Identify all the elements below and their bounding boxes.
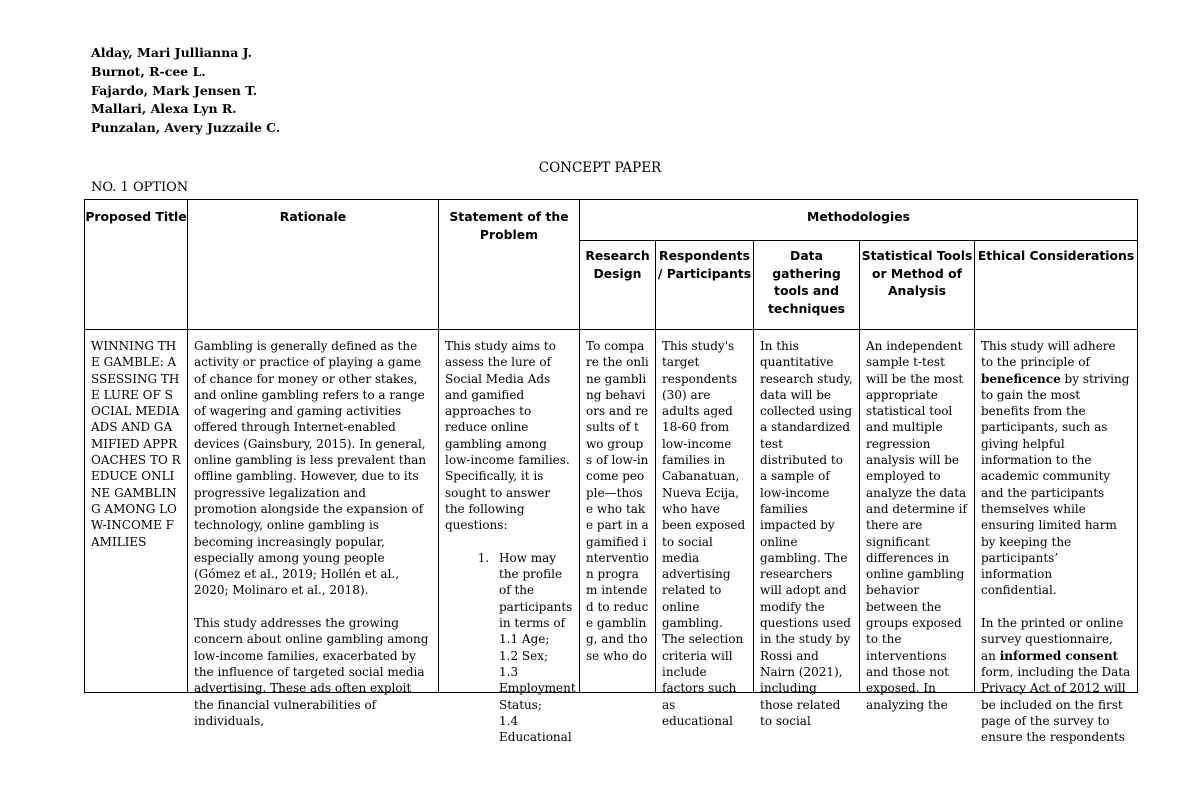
cell-research-design (580, 330, 656, 693)
question-subitem: 1.4 Educational (499, 713, 572, 745)
question-subitem: 1.2 Sex; (499, 648, 549, 663)
cell-respondents (656, 330, 754, 728)
author-name: Burnot, R-cee L. (91, 63, 206, 79)
concept-table (84, 199, 1138, 745)
header-data-gathering: Data gathering tools and techniques (754, 241, 860, 330)
keyword-beneficence: beneficence (981, 371, 1061, 386)
statistical-tools-text: An independent sample t-test will be the most appropriate statistical tool and multiple regression analysis will be employed to analyze the data and determine if there are significant differences in online gambling behavior between the groups exposed to the interventions and those not exposed. In analyzing the (866, 339, 967, 712)
author-name: Alday, Mari Jullianna J. (91, 45, 252, 60)
statement-intro: This study aims to assess the lure of Social Media Ads and gamified approaches to reduce online gambling among low-income families. Specifically, it is sought to answer the following questions: (445, 339, 570, 533)
header-research-design: Research Design (580, 241, 656, 330)
header-proposed-title: Proposed Title (85, 200, 188, 330)
author-name: Fajardo, Mark Jensen T. (91, 82, 258, 98)
keyword-informed-consent: informed consent (999, 648, 1119, 663)
author-name: Mallari, Alexa Lyn R. (91, 101, 237, 117)
header-statement-of-problem: Statement of the Problem (439, 200, 580, 330)
cell-data-gathering (754, 330, 860, 728)
author-name: Punzalan, Avery Juzzaile C. (91, 120, 281, 136)
rationale-paragraph: Gambling is generally defined as the activity or practice of playing a game of chance for money or other stakes, and online gambling refers to a range of wagering and gaming activities offered through Internet-enabled devices (Gainsbury, 2015). In general, online gambling is less prevalent than offline gambling. However, due to its progressive legalization and promotion alongside the expansion of technology, online gambling is becoming increasingly popular, especially among young people (Gómez et al., 2019; Hollén et al., 2020; Molinaro et al., 2018). (194, 339, 427, 598)
header-rationale: Rationale (188, 200, 439, 330)
cell-rationale (188, 330, 439, 728)
header-respondents: Respondents / Participants (656, 241, 754, 330)
data-gathering-text: In this quantitative research study, data will be collected using a standardized test distributed to a sample of low-income families impacted by online gambling. The researchers will adopt and modify the questions used in the study by Rossi and Nairn (2021), including those related to social (760, 339, 853, 728)
cell-statistical-tools (860, 330, 975, 712)
document-title: CONCEPT PAPER (538, 160, 662, 176)
header-statistical-tools: Statistical Tools or Method of Analysis (860, 241, 975, 330)
respondents-text: This study's target respondents (30) are adults aged 18-60 from low-income families in Cabanatuan, Nueva Ecija, who have been exposed to social media advertising related to online gambling. The selection criteria will include factors such as educational (662, 339, 746, 728)
ethical-paragraph: In the printed or online survey questionnaire, an informed consent form, including the Data Privacy Act of 2012 will be included on the first page of the survey to ensure the respondents (981, 616, 1131, 745)
option-label: NO. 1 OPTION (91, 180, 189, 195)
question-subitem: 1.1 Age; (499, 632, 550, 647)
question-list (445, 550, 576, 746)
research-design-text: To compare the online gambling behaviors and results of two groups of low-income people—those who take part in a gamified intervention program intended to reduce gambling, and those who do (586, 339, 649, 663)
question-item (493, 550, 576, 746)
cell-proposed-title (85, 330, 188, 693)
header-ethical-considerations: Ethical Considerations (975, 241, 1138, 330)
ethical-paragraph: This study will adhere to the principle of beneficence by striving to gain the most benefits from the participants, such as giving helpful information to the academic community and the participants themselves while ensuring limited harm by keeping the participants’ information confidential. (981, 339, 1130, 598)
question-text: How may the profile of the participants in terms of (499, 550, 573, 631)
header-methodologies: Methodologies (580, 200, 1138, 241)
rationale-paragraph: This study addresses the growing concern about online gambling among low-income families, exacerbated by the influence of targeted social media advertising. These ads often exploit the financial vulnerabilities of individuals, (194, 616, 429, 728)
cell-ethical-considerations (975, 330, 1138, 745)
question-subitem: 1.3 Employment Status; (499, 664, 576, 712)
proposed-title-text: WINNING THE GAMBLE: ASSESSING THE LURE OF SOCIAL MEDIA ADS AND GAMIFIED APPROACHES TO REDUCE ONLINE GAMBLING AMONG LOW-INCOME FAMILIES (91, 339, 181, 549)
author-list (91, 44, 280, 138)
cell-statement-of-problem (439, 330, 580, 745)
